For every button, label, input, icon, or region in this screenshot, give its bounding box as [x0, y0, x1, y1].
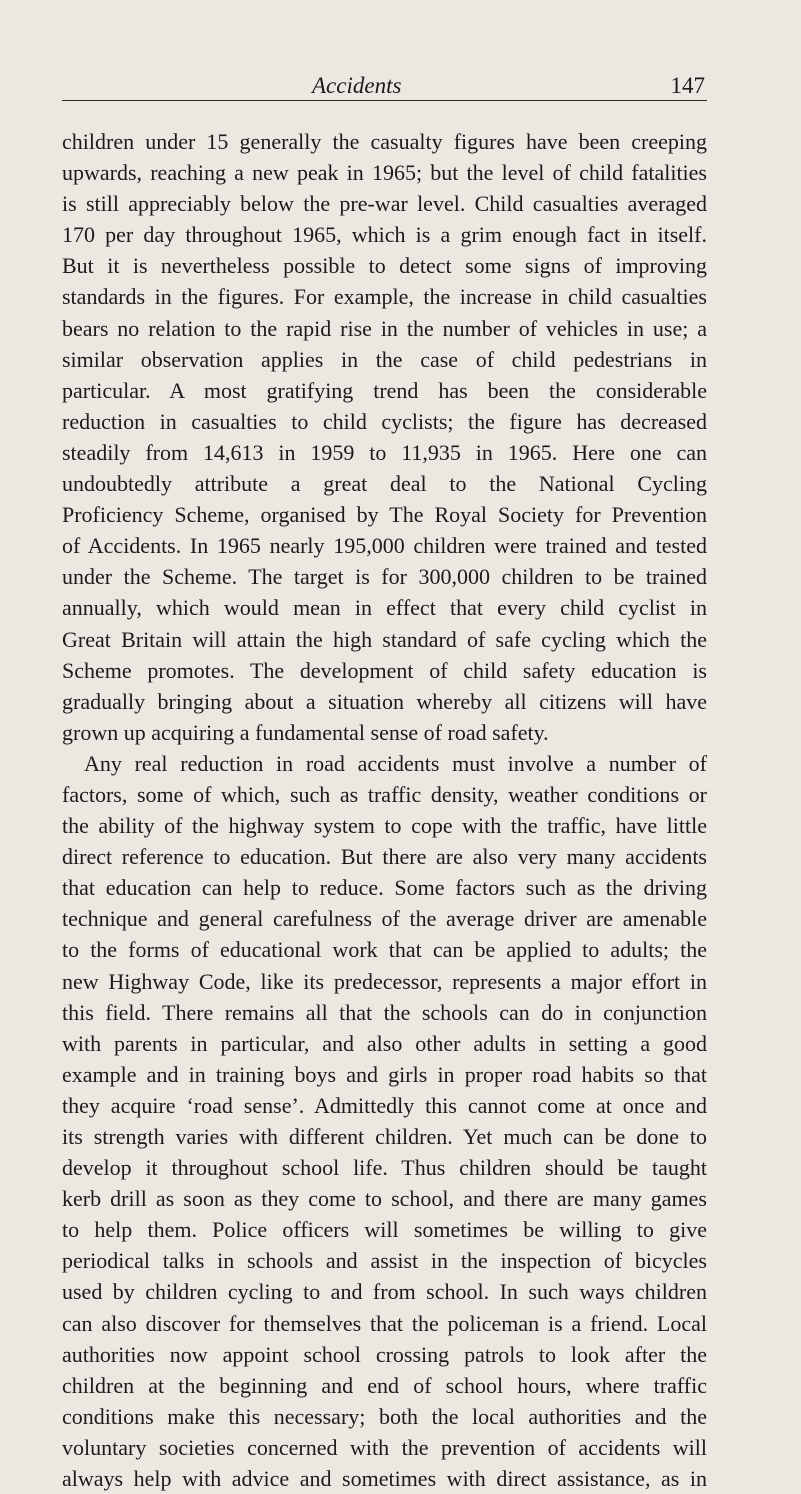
text-line: example and in training boys and girls in proper road habits so that [62, 1061, 707, 1087]
text-line: 170 per day throughout 1965, which is a grim enough fact in itself. [62, 222, 707, 248]
text-line: technique and general carefulness of the average driver are amenable [62, 906, 707, 932]
text-line: conditions make this necessary; both the local authorities and the [62, 1403, 707, 1429]
text-line: under the Scheme. The target is for 300,000 children to be trained [62, 564, 707, 590]
text-line: gradually bringing about a situation whereby all citizens will have [62, 688, 707, 714]
text-line: develop it throughout school life. Thus children should be taught [62, 1155, 707, 1181]
paragraph [62, 748, 707, 1494]
text-line: undoubtedly attribute a great deal to the National Cycling [62, 471, 707, 497]
text-line: Scheme promotes. The development of child safety education is [62, 657, 707, 683]
text-line: particular. A most gratifying trend has been the considerable [62, 377, 707, 403]
text-line: with parents in particular, and also other adults in setting a good [62, 1030, 707, 1056]
page-number: 147 [670, 73, 705, 98]
running-header [62, 74, 707, 101]
text-line: new Highway Code, like its predecessor, represents a major effort in [62, 968, 707, 994]
text-line: factors, some of which, such as traffic density, weather conditions or [62, 781, 707, 807]
text-line: upwards, reaching a new peak in 1965; but the level of child fatalities [62, 160, 707, 186]
text-line: authorities now appoint school crossing patrols to look after the [62, 1341, 707, 1367]
text-line: is still appreciably below the pre-war level. Child casualties averaged [62, 191, 707, 217]
text-line: can also discover for themselves that the policeman is a friend. Local [62, 1310, 707, 1336]
text-line: voluntary societies concerned with the prevention of accidents will [62, 1434, 707, 1460]
text-line: to the forms of educational work that can be applied to adults; the [62, 937, 707, 963]
text-line: standards in the figures. For example, the increase in child casualties [62, 284, 707, 310]
paragraph [62, 126, 707, 748]
text-line: grown up acquiring a fundamental sense of road safety. [62, 719, 549, 745]
body-text [62, 126, 707, 1494]
text-line: children under 15 generally the casualty figures have been creeping [62, 129, 707, 154]
running-title: Accidents [312, 73, 402, 98]
text-line: that education can help to reduce. Some factors such as the driving [62, 875, 707, 901]
text-line: Great Britain will attain the high standard of safe cycling which the [62, 626, 707, 652]
text-line: to help them. Police officers will sometimes be willing to give [62, 1217, 707, 1243]
text-line: direct reference to education. But there are also very many accidents [62, 844, 707, 870]
text-line: periodical talks in schools and assist in the inspection of bicycles [62, 1248, 707, 1274]
text-line: kerb drill as soon as they come to school, and there are many games [62, 1186, 707, 1212]
text-line: similar observation applies in the case of child pedestrians in [62, 346, 707, 372]
text-line: reduction in casualties to child cyclists; the figure has decreased [62, 408, 707, 434]
text-line: this field. There remains all that the schools can do in conjunction [62, 999, 707, 1025]
text-line: annually, which would mean in effect that every child cyclist in [62, 595, 707, 621]
text-line: Any real reduction in road accidents must involve a number of [84, 750, 707, 776]
text-line: they acquire ‘road sense’. Admittedly this cannot come at once and [62, 1092, 707, 1118]
text-line: children at the beginning and end of school hours, where traffic [62, 1372, 707, 1398]
text-line: steadily from 14,613 in 1959 to 11,935 in 1965. Here one can [62, 439, 707, 465]
text-line: bears no relation to the rapid rise in the number of vehicles in use; a [62, 315, 707, 341]
text-line: Proficiency Scheme, organised by The Royal Society for Prevention [62, 502, 707, 528]
text-line: always help with advice and sometimes with direct assistance, as in [62, 1466, 707, 1492]
text-line: of Accidents. In 1965 nearly 195,000 children were trained and tested [62, 533, 707, 559]
text-line: the ability of the highway system to cope with the traffic, have little [62, 813, 707, 839]
text-line: used by children cycling to and from school. In such ways children [62, 1279, 707, 1305]
text-line: But it is nevertheless possible to detect some signs of improving [62, 253, 707, 279]
text-line: its strength varies with different children. Yet much can be done to [62, 1124, 707, 1149]
